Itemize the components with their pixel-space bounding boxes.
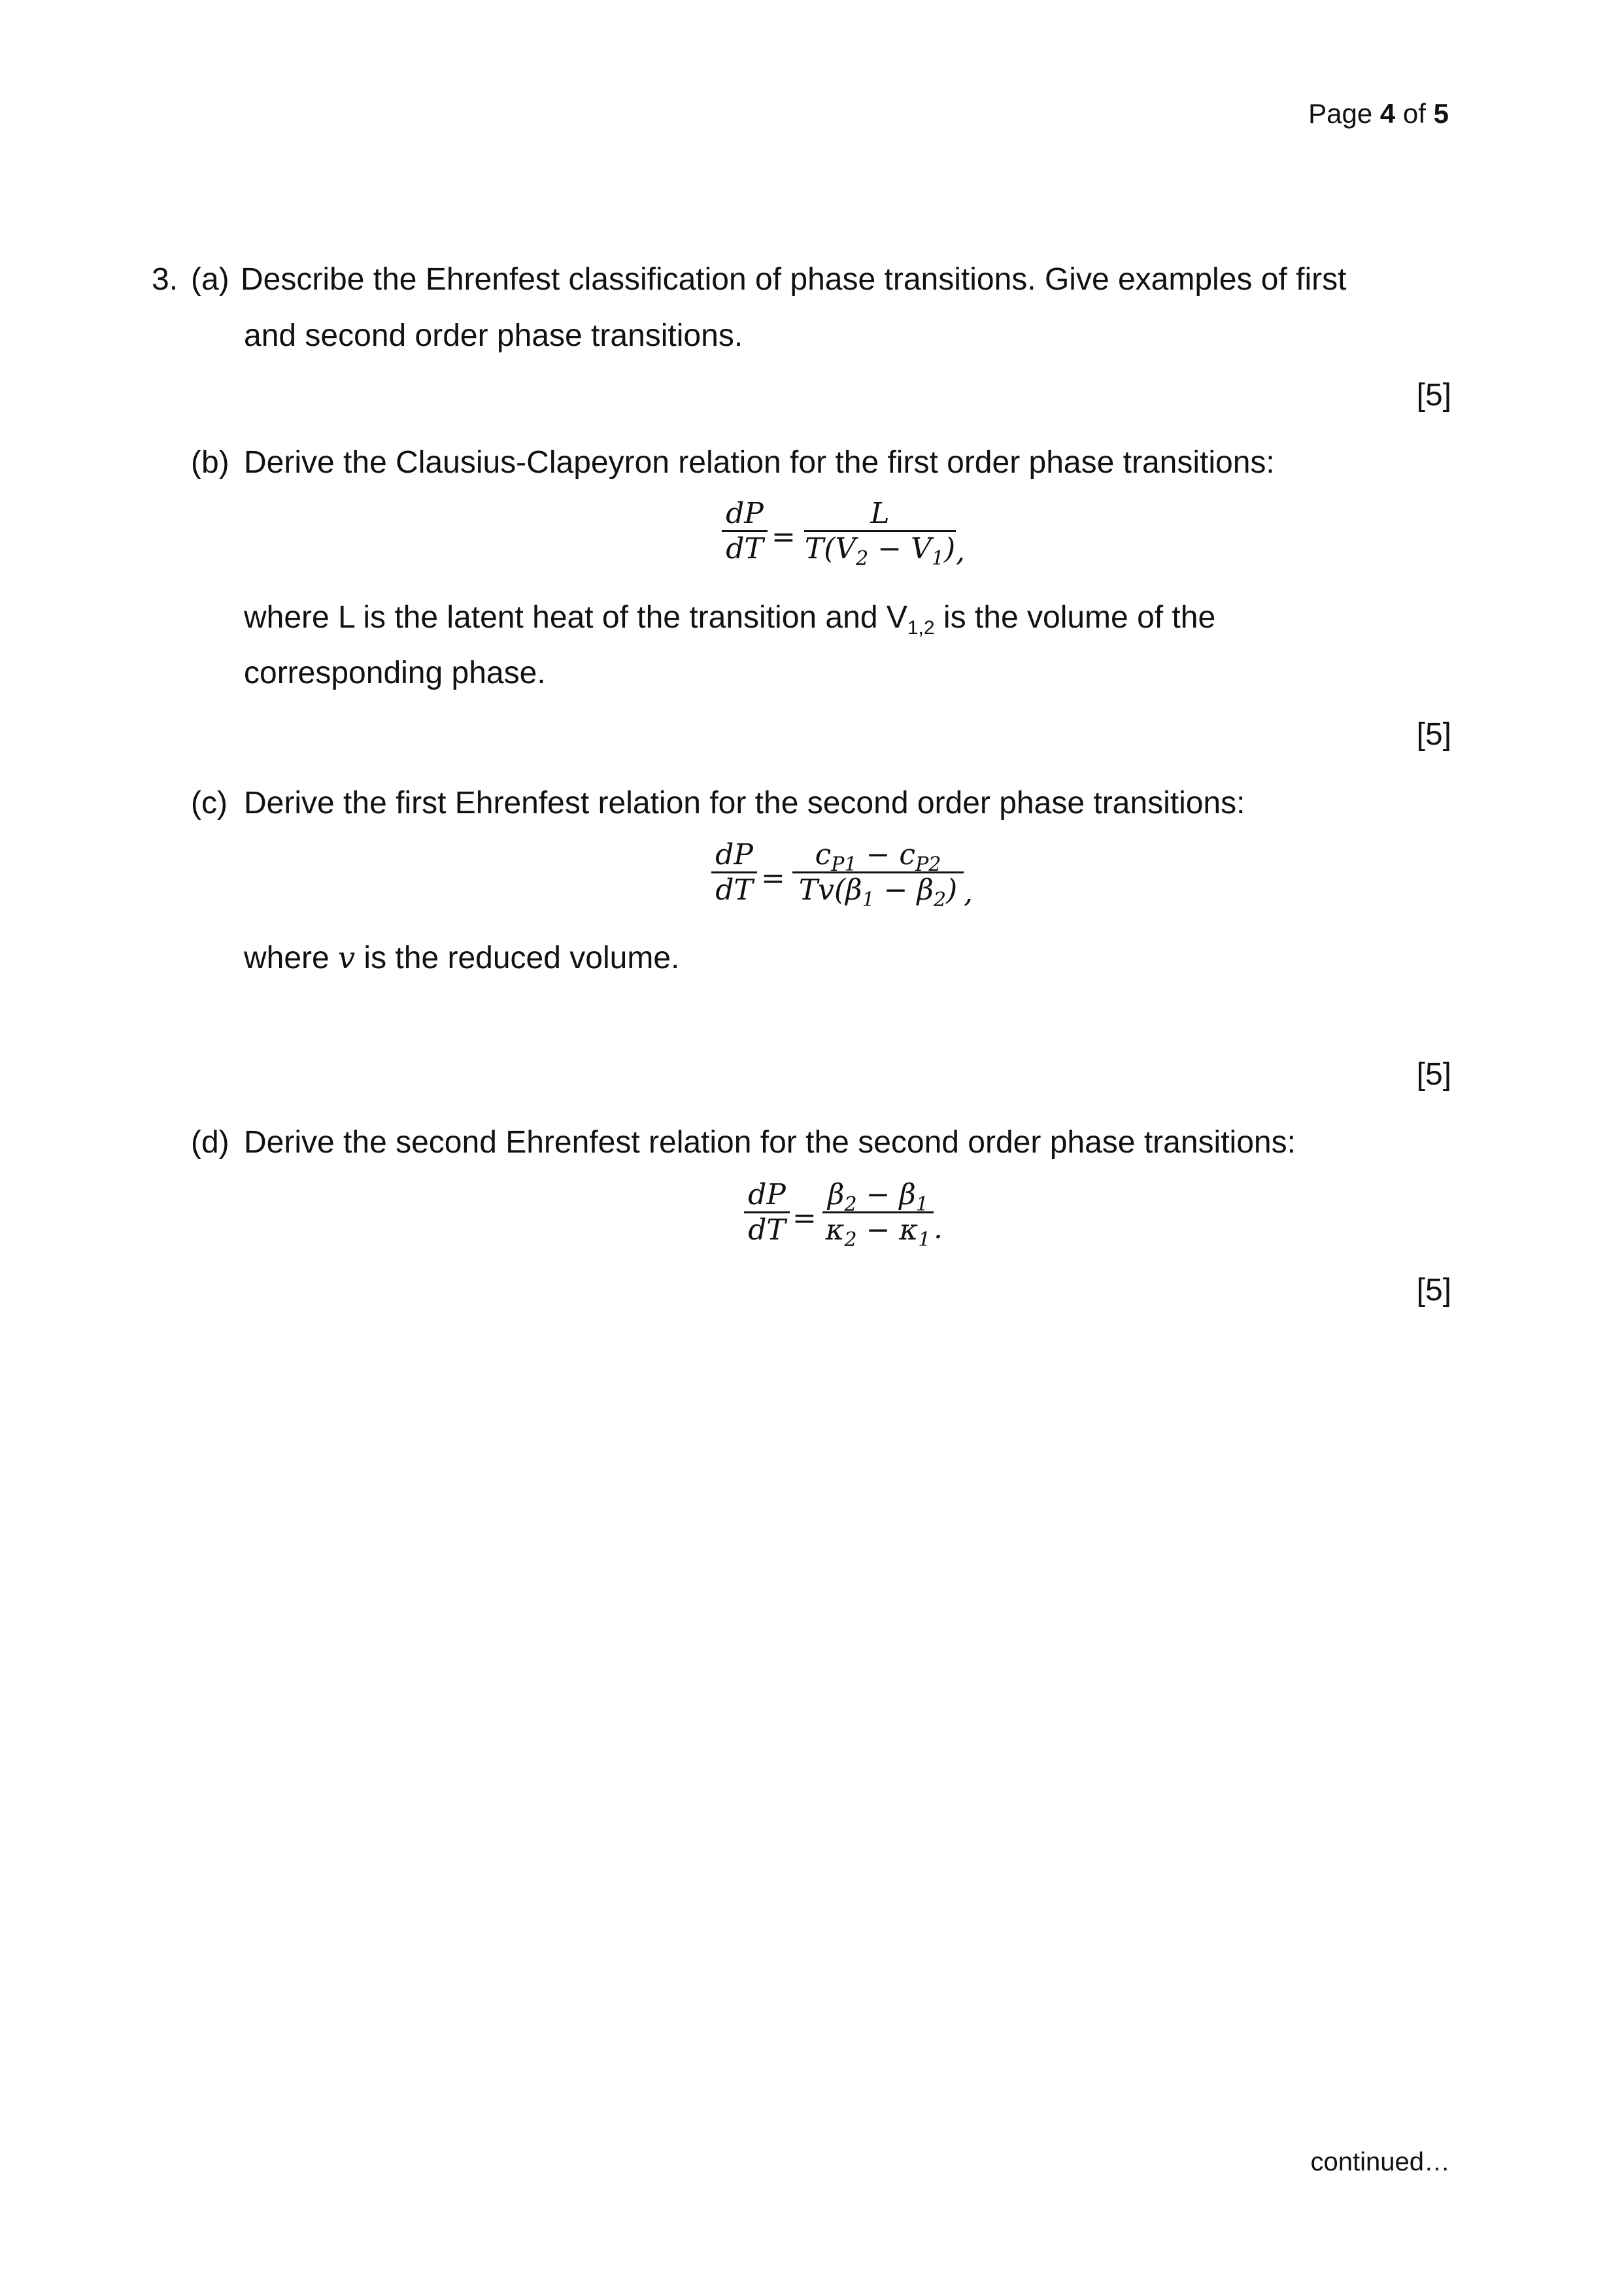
eq-b-rhs xyxy=(804,497,956,570)
eq-d-rhs-den: $\kappa_2 - \kappa_1$ xyxy=(825,1213,931,1251)
eq-b-lhs-den: dT xyxy=(726,532,764,565)
part-c-intro: Derive the first Ehrenfest relation for the second order phase transitions: xyxy=(244,786,1245,820)
eq-d-lhs xyxy=(744,1178,790,1247)
question-number: 3. xyxy=(152,262,178,297)
eq-d-lhs-num: dP xyxy=(748,1178,786,1211)
eq-c-lhs-num: dP xyxy=(715,838,753,871)
eq-c-equals: = xyxy=(761,862,785,895)
page-total: 5 xyxy=(1433,98,1449,129)
part-c-marks: [5] xyxy=(1416,1057,1451,1092)
continued-note: continued… xyxy=(1310,2148,1450,2176)
eq-c-rhs xyxy=(792,838,964,911)
eq-d-rhs xyxy=(822,1178,934,1251)
page-number xyxy=(1308,98,1449,129)
part-b-where-line2: corresponding phase. xyxy=(244,656,546,690)
eq-b-lhs-num: dP xyxy=(726,497,764,530)
part-d-label: (d) xyxy=(191,1125,229,1160)
eq-d-lhs-den: dT xyxy=(748,1213,786,1247)
eq-b-lhs xyxy=(722,497,768,565)
part-b-where: where L is the latent heat of the transition and $V_{1,2}$ is the volume of the xyxy=(244,600,1216,639)
part-a-line1: Describe the Ehrenfest classification of phase transitions. Give examples of first xyxy=(241,262,1347,297)
eq-c-lhs xyxy=(711,838,757,907)
eq-c-lhs-den: dT xyxy=(715,873,753,907)
page-prefix: Page xyxy=(1308,98,1380,129)
eq-b-trail: , xyxy=(956,535,965,568)
part-b-marks: [5] xyxy=(1416,717,1451,752)
eq-b-rhs-den: $T(V_2 - V_1)$ xyxy=(804,532,956,570)
part-b-intro: Derive the Clausius-Clapeyron relation for the first order phase transitions: xyxy=(244,445,1275,480)
part-c-where: where v is the reduced volume. xyxy=(244,940,680,975)
eq-d-equals: = xyxy=(792,1202,817,1235)
eq-c-rhs-den: $Tv(\beta_1 - \beta_2)$ xyxy=(798,873,958,911)
part-a-line2: and second order phase transitions. xyxy=(244,318,743,353)
part-d-intro: Derive the second Ehrenfest relation for the second order phase transitions: xyxy=(244,1125,1296,1160)
part-b-label: (b) xyxy=(191,445,229,480)
part-c-label: (c) xyxy=(191,786,228,820)
eq-b-equals: = xyxy=(771,520,796,554)
part-a-label: (a) xyxy=(191,262,229,297)
eq-c-rhs-num: $c_{P1} - c_{P2}$ xyxy=(815,838,941,876)
page-of: of xyxy=(1395,98,1434,129)
part-d-marks: [5] xyxy=(1416,1273,1451,1307)
eq-d-rhs-num: $\beta_2 - \beta_1$ xyxy=(828,1178,928,1216)
eq-d-trail: . xyxy=(934,1212,943,1245)
eq-b-rhs-num: L xyxy=(870,497,890,530)
page-current: 4 xyxy=(1379,98,1396,129)
eq-c-trail: , xyxy=(964,876,973,909)
part-a-marks: [5] xyxy=(1416,378,1451,413)
